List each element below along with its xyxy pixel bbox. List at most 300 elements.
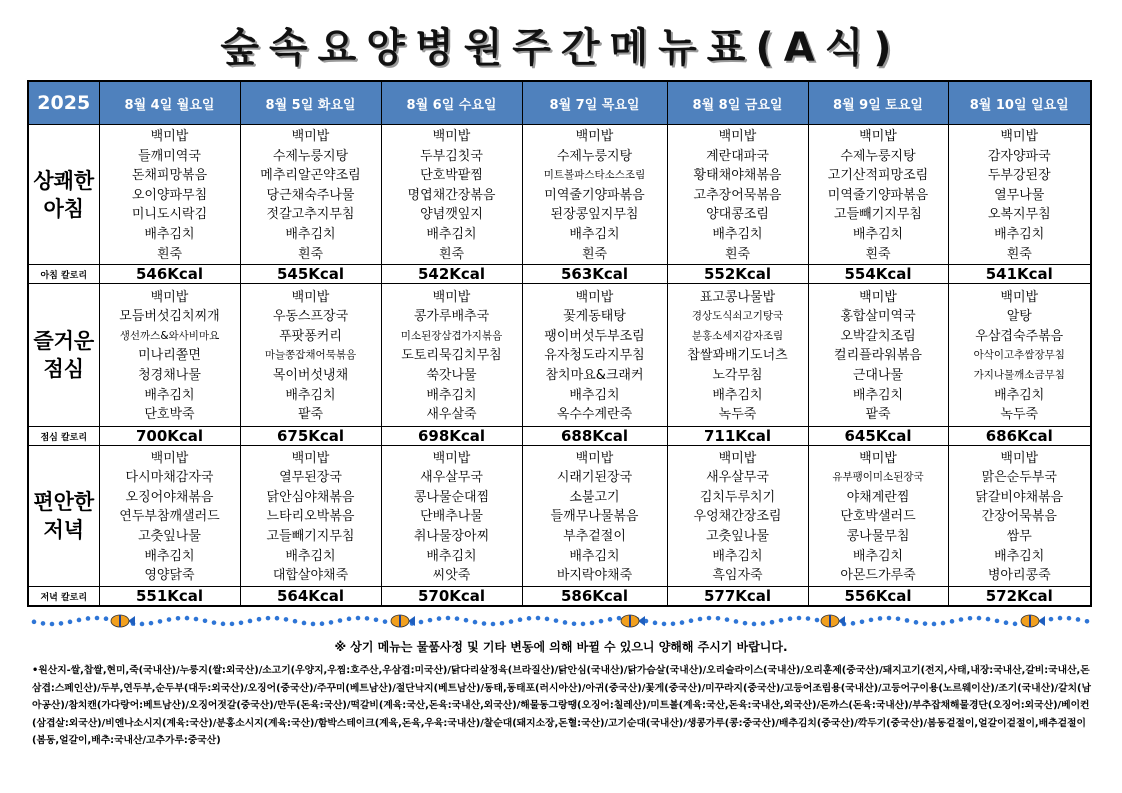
- meal-label: [28, 446, 99, 587]
- menu-item: 오징어야채볶음: [125, 489, 214, 505]
- wave-dot: [797, 616, 802, 621]
- menu-item: 간장어묵볶음: [981, 509, 1057, 525]
- menu-item: 백미밥: [432, 450, 471, 466]
- menu-item-list: [100, 286, 240, 425]
- wave-dot: [212, 620, 217, 625]
- menu-item: 배추김치: [994, 226, 1045, 242]
- wave-dot: [509, 619, 514, 624]
- menu-item-list: [523, 447, 667, 586]
- menu-item: 모듬버섯김치찌개: [119, 309, 220, 325]
- calorie-value: 686Kcal: [948, 427, 1091, 446]
- menu-item: 마늘쫑잡채어묵볶음: [264, 349, 357, 362]
- menu-item: 수제누룽지탕: [556, 148, 633, 164]
- wave-dot: [860, 619, 865, 624]
- menu-item: 배추김치: [426, 226, 477, 242]
- wave-dot: [716, 616, 721, 621]
- menu-item: 백미밥: [859, 289, 897, 305]
- menu-item: 쌈무: [1006, 528, 1032, 544]
- wave-dot: [293, 619, 298, 624]
- wave-dot: [959, 617, 964, 622]
- menu-item: 배추김치: [144, 548, 195, 564]
- menu-item: 배추김치: [569, 387, 620, 403]
- menu-item: 계란대파국: [706, 148, 769, 164]
- wave-dot: [680, 620, 685, 625]
- wave-dot: [590, 621, 595, 626]
- wave-dot: [1085, 619, 1090, 624]
- menu-item: 영양닭죽: [144, 568, 195, 584]
- wave-dot: [518, 617, 523, 622]
- wave-dot: [968, 616, 973, 621]
- menu-item: 흰죽: [581, 246, 608, 262]
- menu-item: 흰죽: [438, 246, 465, 262]
- wave-dot: [338, 618, 343, 623]
- menu-item: 배추김치: [426, 548, 477, 564]
- wave-dot: [239, 620, 244, 625]
- menu-item: 푸팟퐁커리: [279, 328, 342, 344]
- menu-item: 배추김치: [852, 226, 904, 242]
- menu-item: 유자청도라지무침: [544, 348, 645, 364]
- menu-item: 메추리알곤약조림: [260, 168, 361, 184]
- menu-item: 맑은순두부국: [981, 470, 1057, 486]
- wave-dot: [257, 617, 262, 622]
- menu-item: 수제누룽지탕: [840, 148, 916, 164]
- menu-cell: [381, 125, 522, 265]
- menu-item: 미나리쫄면: [138, 348, 201, 364]
- menu-cell: [667, 284, 808, 427]
- menu-item: 백미밥: [432, 129, 471, 144]
- menu-cell: [522, 125, 667, 265]
- menu-item: 녹두죽: [1000, 407, 1039, 423]
- menu-item: 청경채나물: [138, 367, 201, 383]
- menu-item-list: [382, 447, 522, 586]
- menu-item: 바지락야채죽: [556, 568, 633, 584]
- menu-item: 알탕: [1006, 309, 1032, 325]
- wave-dot: [536, 616, 541, 621]
- menu-item-list: [949, 286, 1091, 425]
- wave-dot: [158, 619, 163, 624]
- wave-dot: [1058, 616, 1063, 621]
- calorie-row: [28, 587, 1091, 607]
- wave-dot: [608, 617, 613, 622]
- wave-dot: [851, 621, 856, 626]
- menu-item-list: [100, 447, 240, 586]
- menu-item-list: [241, 125, 381, 264]
- menu-item: 백미밥: [150, 289, 189, 305]
- menu-item: 흰죽: [1006, 246, 1032, 262]
- menu-item: 두부김칫국: [420, 148, 483, 164]
- wave-dot: [356, 616, 361, 621]
- wave-dot: [671, 621, 676, 626]
- wave-dot: [923, 621, 928, 626]
- menu-cell: [667, 446, 808, 587]
- menu-item: 팽이버섯두부조림: [544, 328, 645, 344]
- menu-item: 생선까스&와사비마요: [119, 329, 220, 342]
- wave-dot: [905, 618, 910, 623]
- day-header-row: [28, 81, 1091, 125]
- menu-cell: [808, 284, 948, 427]
- menu-item: 백미밥: [1000, 450, 1039, 466]
- calorie-value: 577Kcal: [667, 587, 808, 607]
- wave-dot: [869, 618, 874, 623]
- menu-item: 백미밥: [575, 289, 614, 305]
- wave-dot: [203, 619, 208, 624]
- menu-item-list: [382, 286, 522, 425]
- meal-row: [28, 284, 1091, 427]
- menu-item: 부추겉절이: [563, 528, 626, 544]
- menu-item-list: [668, 125, 808, 264]
- wave-dot: [806, 616, 811, 621]
- menu-item: 배추김치: [852, 387, 904, 403]
- menu-item: 열무된장국: [279, 470, 342, 486]
- meal-label-line2: 아침: [43, 196, 85, 221]
- menu-item-list: [809, 447, 948, 586]
- wave-dot: [86, 616, 91, 621]
- menu-item: 팥죽: [297, 407, 324, 423]
- wave-dot: [743, 621, 748, 626]
- wave-dot: [761, 621, 766, 626]
- menu-item-list: [668, 447, 808, 586]
- menu-item: 우엉채간장조림: [693, 509, 782, 525]
- menu-item: 아몬드가루죽: [840, 568, 916, 584]
- wave-dot: [752, 622, 757, 627]
- wave-dot: [545, 617, 550, 622]
- menu-item: 돈채피망볶음: [131, 168, 208, 184]
- menu-item-list: [668, 286, 808, 425]
- calorie-row: [28, 265, 1091, 284]
- menu-item: 미역줄기양파볶음: [827, 187, 929, 203]
- menu-item: 김치두루치기: [699, 489, 776, 505]
- menu-item: 홍합살미역국: [840, 309, 916, 325]
- wave-dot: [320, 621, 325, 626]
- fish-icon: [1021, 615, 1045, 627]
- wave-dot: [455, 616, 460, 621]
- menu-item: 단배추나물: [420, 509, 483, 525]
- calorie-value: 698Kcal: [381, 427, 522, 446]
- wave-dot: [194, 617, 199, 622]
- menu-item: 고춧잎나물: [706, 528, 769, 544]
- meal-label-line2: 저녁: [43, 518, 85, 543]
- menu-item: 감자양파국: [987, 148, 1051, 164]
- wave-dot: [1013, 622, 1018, 627]
- day-header: 8월 5일 화요일: [240, 81, 381, 125]
- wave-dot: [581, 622, 586, 627]
- menu-item: 백미밥: [1000, 129, 1039, 144]
- menu-item: 양념깻잎지: [420, 207, 483, 223]
- menu-item: 분홍소세지감자조림: [691, 329, 784, 342]
- menu-item: 백미밥: [291, 289, 330, 305]
- menu-item: 참치마요&크래커: [545, 367, 644, 383]
- menu-item: 열무나물: [994, 187, 1045, 203]
- calorie-value: 564Kcal: [240, 587, 381, 607]
- menu-item: 오이양파무침: [131, 187, 208, 203]
- menu-item: 콩가루배추국: [413, 309, 490, 325]
- wave-dot: [986, 617, 991, 622]
- wave-dot: [707, 616, 712, 621]
- menu-cell: [240, 125, 381, 265]
- menu-cell: [381, 284, 522, 427]
- wave-dot: [41, 621, 46, 626]
- wave-dot: [437, 616, 442, 621]
- menu-item-list: [523, 125, 667, 264]
- wave-dot: [275, 616, 280, 621]
- menu-cell: [240, 446, 381, 587]
- fish-icon: [821, 615, 845, 627]
- page-title: 숲속요양병원주간메뉴표(A식): [220, 25, 902, 71]
- menu-item: 오박갈치조림: [840, 328, 916, 344]
- origin-info: •원산지-쌀,찹쌀,현미,죽(국내산)/누룽지(쌀:외국산)/소고기(우양지,우찜:호주산,우삼겹:미국산)/닭다리살정육(브라질산)/닭안심(국내산)/닭가슴살(국내산)/오리슬라이스(국내산)/오리훈제(중국산)/돼지고기(전지,사태,내장:국내산,갈비:국내산,돈삼겹:스페인산)/두부,연두부,순두부(대두:외국산)/오징어(중국산)/주꾸미(베트남산)/절단낙지(베트남산)/동태,동태포(러시아산)/아귀(중국산)/꽃게(중국산)/미꾸라지(중국산)/고등어조림용(국내산)/고등어구이용(노르웨이산)/조기(국내산)/갈치(남아공산)/참치캔(가다랑어:베트남산)/오징어젓갈(중국산)/만두(돈육:국산)/떡갈비(계육:국산,돈육:국내산,외국산)/해물동그랑땡(오징어:칠레산)/미트볼(계육:국산,돈육:국내산,외국산)/돈까스(돈육:국내산)/부추잡채해물경단(오징어:외국산)/베이컨(삼겹살:외국산)/비엔나소시지(계육:국산)/분홍소시지(계육:국산)/함박스테이크(계육,돈육,우육:국내산)/찰순대(돼지소장,돈혈:국산)/고기순대(국내산)/생콩가루(콩:중국산)/배추김치(중국산)/깍두기(중국산)/봄동겉절이,얼갈이겉절이,배추겉절이(봄동,얼갈이,배추:국내산/고추가루:중국산): [32, 665, 1091, 746]
- wave-dot: [491, 622, 496, 627]
- wave-dot: [68, 620, 73, 625]
- menu-item: 배추김치: [144, 226, 195, 242]
- menu-cell: [808, 125, 948, 265]
- calorie-value: 542Kcal: [381, 265, 522, 284]
- menu-item: 노각무침: [712, 367, 763, 383]
- menu-item: 양대콩조림: [706, 207, 769, 223]
- wave-dot: [617, 616, 622, 621]
- wave-dot: [428, 618, 433, 623]
- wave-dot: [32, 620, 37, 625]
- menu-item: 아삭이고추쌈장무침: [973, 349, 1065, 362]
- menu-item: 젓갈고추지무침: [266, 207, 355, 223]
- menu-item: 배추김치: [712, 387, 763, 403]
- menu-item: 백미밥: [291, 129, 330, 144]
- calorie-value: 541Kcal: [948, 265, 1091, 284]
- menu-item: 흰죽: [865, 246, 891, 262]
- menu-item: 콩나물순대찜: [413, 489, 490, 505]
- wave-dot: [167, 617, 172, 622]
- day-header: 8월 7일 목요일: [522, 81, 667, 125]
- menu-item: 백미밥: [859, 129, 897, 144]
- menu-item: 고들빼기지무침: [266, 528, 355, 544]
- day-header: 8월 9일 토요일: [808, 81, 948, 125]
- menu-item: 배추김치: [994, 548, 1045, 564]
- calorie-value: 675Kcal: [240, 427, 381, 446]
- wave-dot: [1067, 616, 1072, 621]
- wave-dot: [59, 621, 64, 626]
- wave-dot: [1004, 620, 1009, 625]
- menu-item: 경상도식쇠고기탕국: [691, 310, 784, 323]
- menu-item: 꽃게동태탕: [563, 309, 626, 325]
- wave-dot: [365, 616, 370, 621]
- menu-item: 미역줄기양파볶음: [544, 187, 645, 203]
- menu-item: 백미밥: [718, 129, 757, 144]
- menu-item: 백미밥: [150, 129, 189, 144]
- menu-cell: [948, 446, 1091, 587]
- calorie-value: 556Kcal: [808, 587, 948, 607]
- calorie-value: 688Kcal: [522, 427, 667, 446]
- wave-dot: [50, 622, 55, 627]
- menu-item: 배추김치: [994, 387, 1045, 403]
- year-cell: 2025: [28, 81, 99, 125]
- wave-dot: [932, 622, 937, 627]
- wave-dot: [788, 616, 793, 621]
- menu-item: 당근채숙주나물: [266, 187, 355, 203]
- menu-item: 된장콩잎지무침: [550, 207, 639, 223]
- calorie-value: 545Kcal: [240, 265, 381, 284]
- wave-dot: [329, 620, 334, 625]
- fish-icon: [621, 615, 645, 627]
- menu-item: 흰죽: [724, 246, 751, 262]
- wave-dot: [878, 616, 883, 621]
- menu-item-list: [382, 125, 522, 264]
- menu-item: 흑임자죽: [712, 568, 763, 584]
- menu-item: 도토리묵김치무침: [401, 348, 502, 364]
- menu-item-list: [241, 286, 381, 425]
- menu-item: 우삼겹숙주볶음: [975, 328, 1064, 344]
- menu-item: 대합살야채죽: [272, 568, 349, 584]
- menu-item: 백미밥: [575, 450, 614, 466]
- menu-item: 근대나물: [852, 367, 904, 383]
- calorie-value: 586Kcal: [522, 587, 667, 607]
- menu-item: 다시마채감자국: [125, 470, 214, 486]
- menu-item: 들깨미역국: [138, 148, 201, 164]
- wave-dot: [347, 617, 352, 622]
- menu-item: 미소된장삼겹가지볶음: [400, 329, 503, 342]
- wave-dot: [221, 622, 226, 627]
- menu-item: 단호박샐러드: [840, 509, 916, 525]
- day-header: 8월 8일 금요일: [667, 81, 808, 125]
- menu-cell: [522, 284, 667, 427]
- calorie-value: 711Kcal: [667, 427, 808, 446]
- menu-item: 옥수수계란죽: [556, 407, 633, 423]
- menu-item: 목이버섯냉채: [272, 367, 349, 383]
- wave-dot: [887, 616, 892, 621]
- menu-cell: [381, 446, 522, 587]
- menu-item: 배추김치: [569, 548, 620, 564]
- menu-item: 수제누룽지탕: [272, 148, 349, 164]
- wave-dot: [464, 618, 469, 623]
- menu-item: 야채계란찜: [846, 489, 910, 505]
- wave-dot: [446, 616, 451, 621]
- menu-item: 새우살무국: [420, 470, 483, 486]
- wave-dot: [302, 621, 307, 626]
- wave-dot: [662, 622, 667, 627]
- menu-item: 백미밥: [575, 129, 614, 144]
- menu-item: 연두부참깨샐러드: [119, 509, 220, 525]
- meal-row: [28, 446, 1091, 587]
- wave-dot: [473, 620, 478, 625]
- wave-dot: [311, 622, 316, 627]
- wave-dot: [599, 619, 604, 624]
- day-header: 8월 6일 수요일: [381, 81, 522, 125]
- wave-dot: [725, 617, 730, 622]
- calorie-value: 552Kcal: [667, 265, 808, 284]
- calorie-row: [28, 427, 1091, 446]
- menu-item: 백미밥: [432, 289, 471, 305]
- wave-dot: [554, 618, 559, 623]
- calorie-value: 551Kcal: [99, 587, 240, 607]
- menu-item: 명엽채간장볶음: [407, 187, 496, 203]
- calorie-value: 700Kcal: [99, 427, 240, 446]
- wave-dot: [419, 620, 424, 625]
- meal-label: [28, 125, 99, 265]
- wave-dot: [104, 616, 109, 621]
- meal-label-line2: 점심: [43, 357, 85, 382]
- wave-dot: [1049, 617, 1054, 622]
- menu-item: 콩나물무침: [846, 528, 910, 544]
- wave-dot: [950, 619, 955, 624]
- calorie-value: 572Kcal: [948, 587, 1091, 607]
- menu-item: 배추김치: [144, 387, 195, 403]
- menu-item: 컬리플라워볶음: [834, 348, 922, 364]
- wave-dot: [185, 616, 190, 621]
- wave-dot: [770, 620, 775, 625]
- menu-item: 미트볼파스타소스조림: [543, 169, 646, 182]
- menu-item: 백미밥: [150, 450, 189, 466]
- menu-item: 배추김치: [285, 226, 336, 242]
- menu-cell: [99, 125, 240, 265]
- menu-item: 취나물장아찌: [413, 528, 490, 544]
- menu-item: 팥죽: [865, 407, 891, 423]
- fish-wave-decoration: [30, 613, 1092, 629]
- menu-item: 단호박죽: [144, 407, 195, 423]
- calorie-value: 554Kcal: [808, 265, 948, 284]
- wave-dot: [779, 618, 784, 623]
- calorie-value: 570Kcal: [381, 587, 522, 607]
- menu-item: 두부강된장: [987, 168, 1051, 184]
- menu-item: 흰죽: [156, 246, 183, 262]
- menu-item: 닭안심야채볶음: [266, 489, 355, 505]
- wave-dot: [77, 618, 82, 623]
- menu-item-list: [949, 447, 1091, 586]
- wave-dot: [374, 617, 379, 622]
- menu-cell: [240, 284, 381, 427]
- menu-item: 표고콩나물밥: [699, 289, 776, 305]
- menu-item: 녹두죽: [718, 407, 757, 423]
- wave-dot: [815, 618, 820, 623]
- day-header: 8월 4일 월요일: [99, 81, 240, 125]
- wave-dot: [1076, 617, 1081, 622]
- menu-item: 배추김치: [712, 548, 763, 564]
- wave-dot: [500, 621, 505, 626]
- wave-dot: [941, 621, 946, 626]
- menu-item: 흰죽: [297, 246, 324, 262]
- menu-item: 고추장어묵볶음: [693, 187, 782, 203]
- menu-cell: [667, 125, 808, 265]
- menu-item: 백미밥: [718, 450, 757, 466]
- meal-label-line1: 즐거운: [33, 329, 95, 354]
- menu-item: 고들빼기지무침: [834, 207, 922, 223]
- meal-label-line1: 편안한: [33, 490, 95, 515]
- menu-item: 배추김치: [285, 548, 336, 564]
- wave-dot: [977, 616, 982, 621]
- day-header: 8월 10일 일요일: [948, 81, 1091, 125]
- menu-item-list: [809, 125, 948, 264]
- menu-item: 병아리콩죽: [987, 568, 1051, 584]
- wave-dot: [572, 621, 577, 626]
- menu-item: 유부팽이미소된장국: [832, 471, 924, 484]
- menu-item: 백미밥: [859, 450, 897, 466]
- menu-item: 배추김치: [569, 226, 620, 242]
- notice-text: ※ 상기 메뉴는 물품사정 및 기타 변동에 의해 바뀔 수 있으니 양해해 주시기 바랍니다.: [334, 640, 788, 654]
- menu-item: 찹쌀꽈배기도너츠: [687, 348, 788, 364]
- meal-label: [28, 284, 99, 427]
- menu-item: 단호박팥찜: [420, 168, 483, 184]
- menu-cell: [522, 446, 667, 587]
- menu-item: 배추김치: [285, 387, 336, 403]
- menu-item: 쑥갓나물: [426, 367, 477, 383]
- wave-dot: [995, 619, 1000, 624]
- menu-item: 고춧잎나물: [138, 528, 201, 544]
- meal-label-line1: 상쾌한: [33, 168, 95, 193]
- menu-item: 소불고기: [569, 489, 620, 505]
- menu-item-list: [100, 125, 240, 264]
- menu-item: 들깨무나물볶음: [550, 509, 639, 525]
- menu-item: 배추김치: [426, 387, 477, 403]
- menu-cell: [99, 446, 240, 587]
- wave-dot: [698, 617, 703, 622]
- menu-item: 오복지무침: [987, 207, 1051, 223]
